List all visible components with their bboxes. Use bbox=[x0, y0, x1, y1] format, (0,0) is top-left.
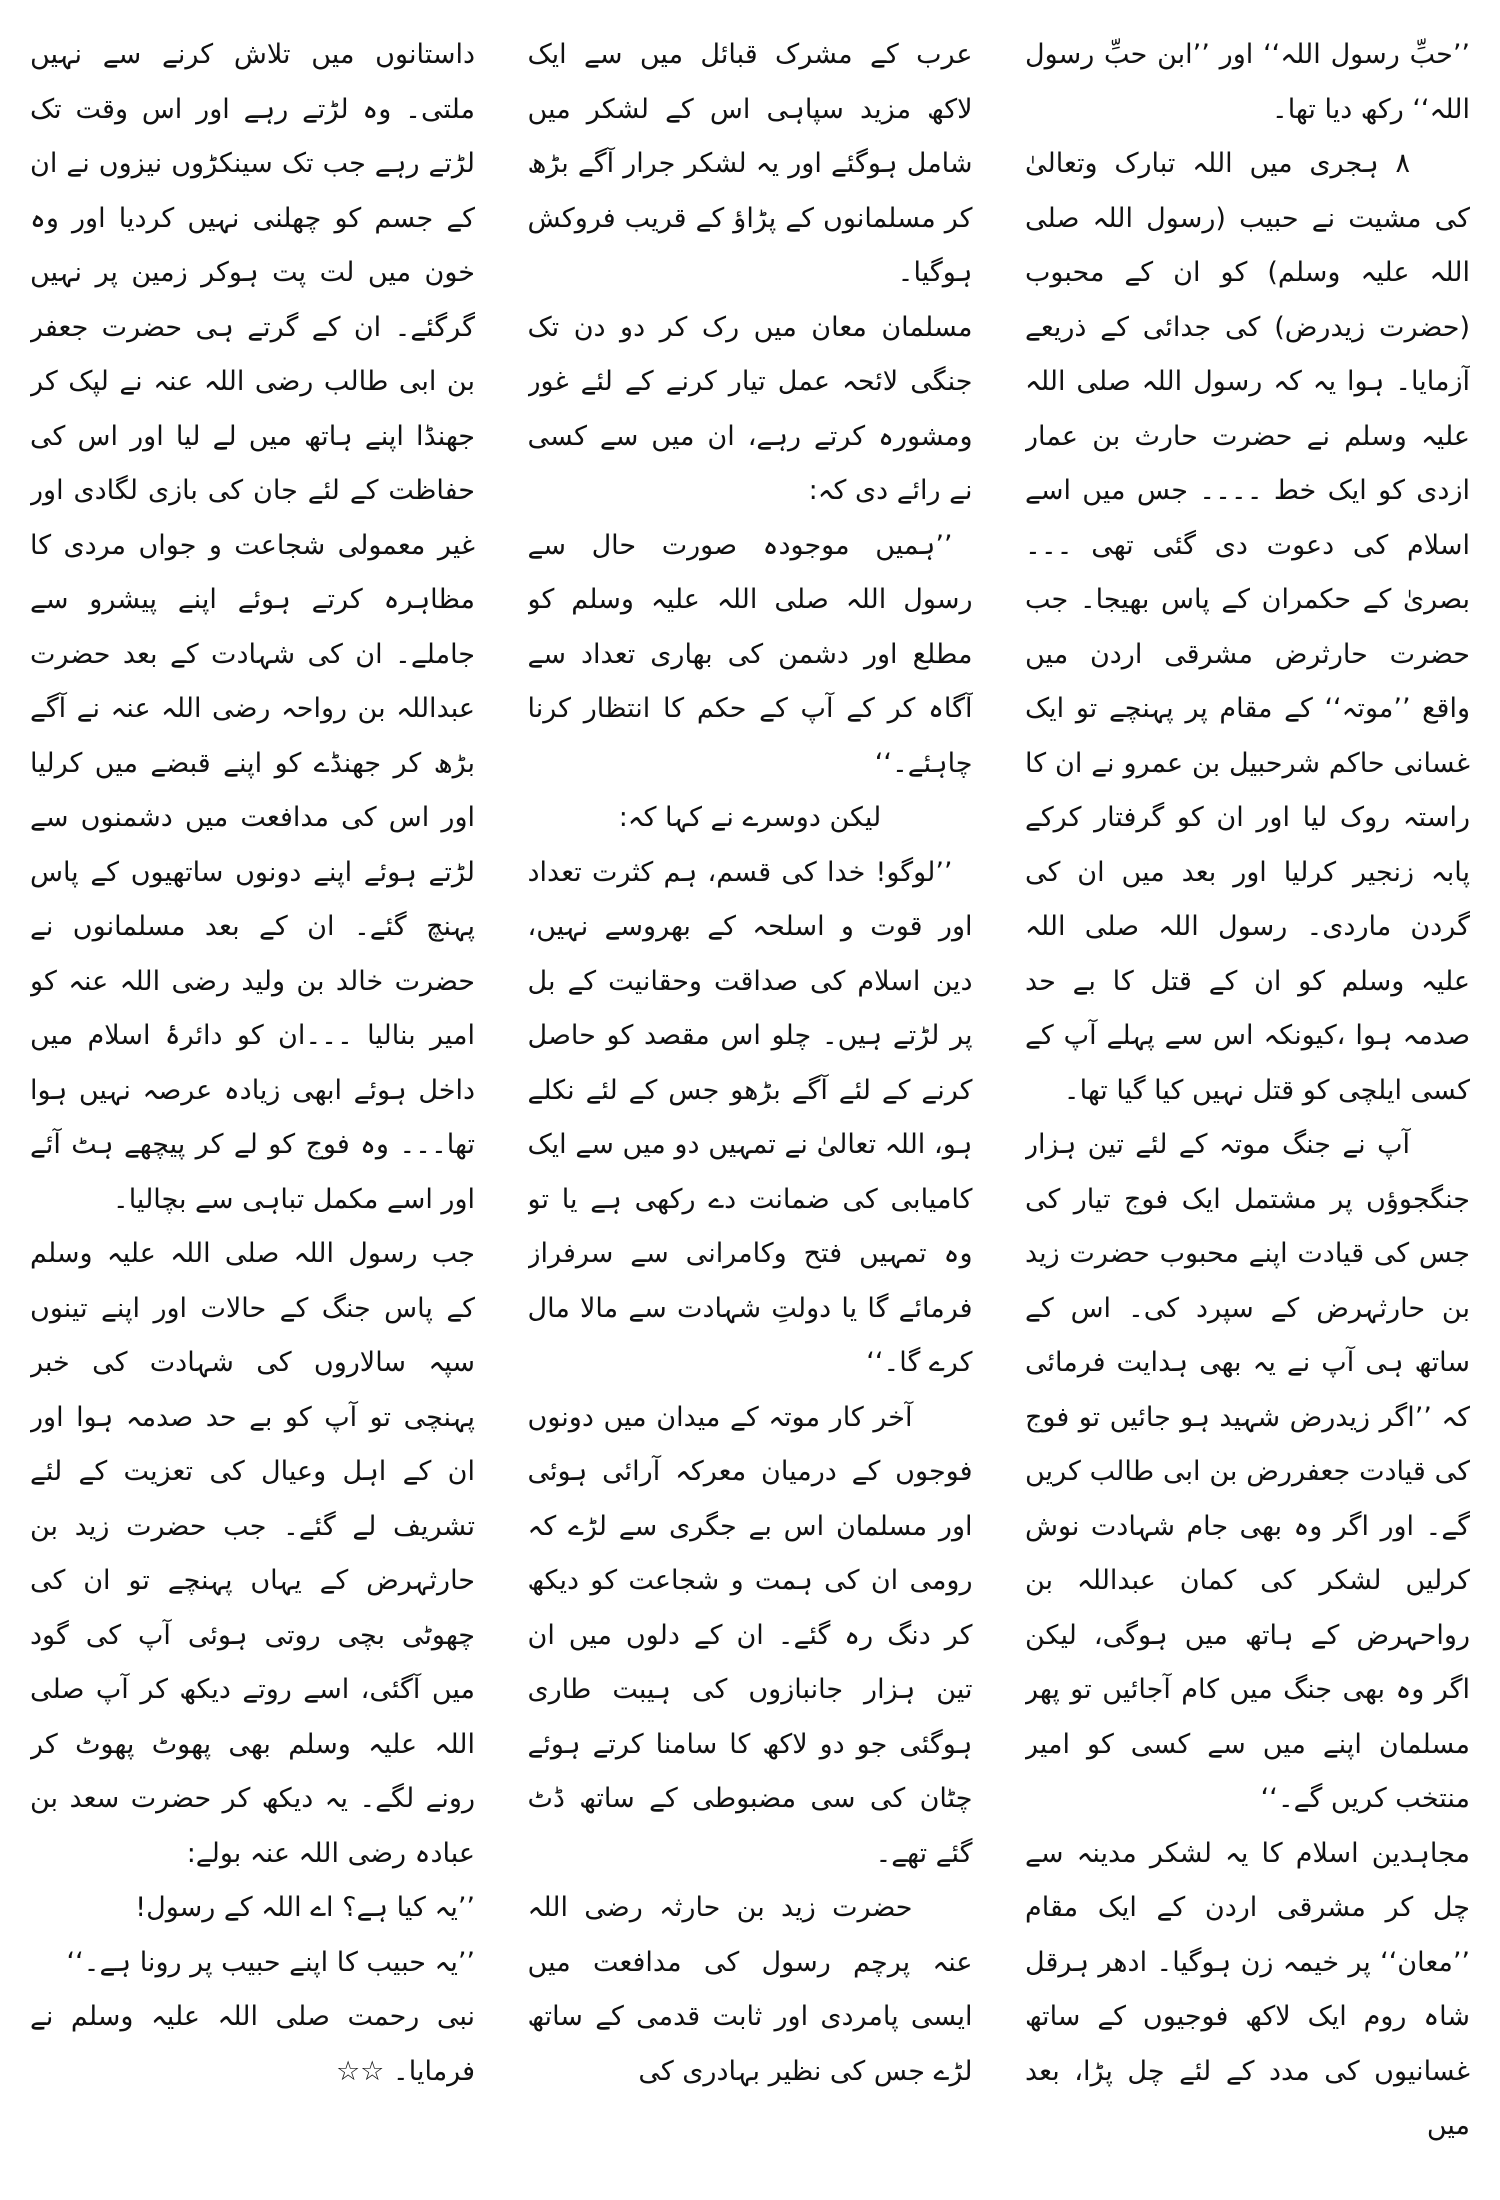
paragraph: آپ نے جنگ موتہ کے لئے تین ہزار جنگجوؤں پر مشتمل ایک فوج تیار کی جس کی قیادت اپنے محبوب حضرت زید بن حارثہرض کے سپرد کی۔ اس کے ساتھ ہی آپ نے یہ بھی ہدایت فرمائی کہ ’’اگر زیدرض شہید ہو جائیں تو فوج کی قیادت جعفررض بن ابی طالب کریں گے۔ اور اگر وہ بھی جام شہادت نوش کرلیں لشکر کی کمان عبداللہ بن رواحہرض کے ہاتھ میں ہوگی، لیکن اگر وہ بھی جنگ میں کام آجائیں تو پھر مسلمان اپنے میں سے کسی کو امیر منتخب کریں گے۔‘‘ bbox=[1025, 1129, 1470, 1814]
quote-paragraph: ’’لوگو! خدا کی قسم، ہم کثرت تعداد اور قوت و اسلحہ کے بھروسے نہیں، دین اسلام کی صداقت وحقانیت کے بل پر لڑتے ہیں۔ چلو اس مقصد کو حاصل کرنے کے لئے آگے بڑھو جس کے لئے نکلے ہو، اللہ تعالیٰ نے تمہیں دو میں سے ایک کامیابی کی ضمانت دے رکھی ہے یا تو وہ تمہیں فتح وکامرانی سے سرفراز فرمائے گا یا دولتِ شہادت سے مالا مال کرے گا۔‘‘ bbox=[527, 856, 973, 1378]
paragraph: نبی رحمت صلی اللہ علیہ وسلم نے فرمایا۔ ☆☆ bbox=[30, 2001, 475, 2087]
article-columns bbox=[30, 28, 1470, 2188]
quote-paragraph: ’’ہمیں موجودہ صورت حال سے رسول اللہ صلی اللہ علیہ وسلم کو مطلع اور دشمن کی بھاری تعداد سے آگاہ کر کے آپ کے حکم کا انتظار کرنا چاہئے۔‘‘ bbox=[527, 529, 973, 779]
paragraph: ’’حبِّ رسول اللہ‘‘ اور ’’ابن حبِّ رسول اللہ‘‘ رکھ دیا تھا۔ bbox=[1025, 39, 1470, 125]
column-middle bbox=[528, 28, 973, 2188]
paragraph: ۸ ہجری میں اللہ تبارک وتعالیٰ کی مشیت نے حبیب (رسول اللہ صلی اللہ علیہ وسلم) کو ان کے محبوب (حضرت زیدرض) کی جدائی کے ذریعے آزمایا۔ ہوا یہ کہ رسول اللہ صلی اللہ علیہ وسلم نے حضرت حارث بن عمار ازدی کو ایک خط ۔۔۔۔ جس میں اسے اسلام کی دعوت دی گئی تھی ۔۔۔ بصریٰ کے حکمران کے پاس بھیجا۔ جب حضرت حارثرض مشرقی اردن میں واقع ’’موتہ‘‘ کے مقام پر پہنچے تو ایک غسانی حاکم شرحبیل بن عمرو نے ان کا راستہ روک لیا اور ان کو گرفتار کرکے پابہ زنجیر کرلیا اور بعد میں ان کی گردن ماردی۔ رسول اللہ صلی اللہ علیہ وسلم کو ان کے قتل کا بے حد صدمہ ہوا ،کیونکہ اس سے پہلے آپ کے کسی ایلچی کو قتل نہیں کیا گیا تھا۔ bbox=[1025, 148, 1470, 1106]
quote-paragraph: ’’یہ کیا ہے؟ اے اللہ کے رسول! bbox=[135, 1892, 475, 1923]
paragraph: لیکن دوسرے نے کہا کہ: bbox=[618, 802, 882, 833]
paragraph: مجاہدین اسلام کا یہ لشکر مدینہ سے چل کر مشرقی اردن کے ایک مقام ’’معان‘‘ پر خیمہ زن ہوگیا۔ ادھر ہرقل شاہ روم ایک لاکھ فوجیوں کے ساتھ غسانیوں کی مدد کے لئے چل پڑا، بعد میں bbox=[1025, 1837, 1470, 2141]
column-left bbox=[30, 28, 475, 2188]
paragraph: حضرت زید بن حارثہ رضی اللہ عنہ پرچم رسول کی مدافعت میں ایسی پامردی اور ثابت قدمی کے ساتھ لڑے جس کی نظیر بہادری کی bbox=[527, 1892, 973, 2087]
paragraph: مسلمان معان میں رک کر دو دن تک جنگی لائحہ عمل تیار کرنے کے لئے غور ومشورہ کرتے رہے، ان میں سے کسی نے رائے دی کہ: bbox=[527, 311, 973, 506]
paragraph: آخر کار موتہ کے میدان میں دونوں فوجوں کے درمیان معرکہ آرائی ہوئی اور مسلمان اس بے جگری سے لڑے کہ رومی ان کی ہمت و شجاعت کو دیکھ کر دنگ رہ گئے۔ ان کے دلوں میں ان تین ہزار جانبازوں کی ہیبت طاری ہوگئی جو دو لاکھ کا سامنا کرتے ہوئے چٹان کی سی مضبوطی کے ساتھ ڈٹ گئے تھے۔ bbox=[527, 1401, 973, 1869]
column-right bbox=[1025, 28, 1470, 2188]
paragraph: داستانوں میں تلاش کرنے سے نہیں ملتی۔ وہ لڑتے رہے اور اس وقت تک لڑتے رہے جب تک سینکڑوں نیزوں نے ان کے جسم کو چھلنی نہیں کردیا اور وہ خون میں لت پت ہوکر زمین پر نہیں گرگئے۔ ان کے گرتے ہی حضرت جعفر بن ابی طالب رضی اللہ عنہ نے لپک کر جھنڈا اپنے ہاتھ میں لے لیا اور اس کی حفاظت کے لئے جان کی بازی لگادی اور غیر معمولی شجاعت و جواں مردی کا مظاہرہ کرتے ہوئے اپنے پیشرو سے جاملے۔ ان کی شہادت کے بعد حضرت عبداللہ بن رواحہ رضی اللہ عنہ نے آگے بڑھ کر جھنڈے کو اپنے قبضے میں کرلیا اور اس کی مدافعت میں دشمنوں سے لڑتے ہوئے اپنے دونوں ساتھیوں کے پاس پہنچ گئے۔ ان کے بعد مسلمانوں نے حضرت خالد بن ولید رضی اللہ عنہ کو امیر بنالیا ۔۔۔ان کو دائرۂ اسلام میں داخل ہوئے ابھی زیادہ عرصہ نہیں ہوا تھا۔۔۔ وہ فوج کو لے کر پیچھے ہٹ آئے اور اسے مکمل تباہی سے بچالیا۔ bbox=[30, 39, 475, 1215]
paragraph: جب رسول اللہ صلی اللہ علیہ وسلم کے پاس جنگ کے حالات اور اپنے تینوں سپہ سالاروں کی شہادت کی خبر پہنچی تو آپ کو بے حد صدمہ ہوا اور ان کے اہل وعیال کی تعزیت کے لئے تشریف لے گئے۔ جب حضرت زید بن حارثہرض کے یہاں پہنچے تو ان کی چھوٹی بچی روتی ہوئی آپ کی گود میں آگئی، اسے روتے دیکھ کر آپ صلی اللہ علیہ وسلم بھی پھوٹ پھوٹ کر رونے لگے۔ یہ دیکھ کر حضرت سعد بن عبادہ رضی اللہ عنہ بولے: bbox=[30, 1238, 475, 1869]
quote-paragraph: ’’یہ حبیب کا اپنے حبیب پر رونا ہے۔‘‘ bbox=[66, 1946, 475, 1978]
paragraph: عرب کے مشرک قبائل میں سے ایک لاکھ مزید سپاہی اس کے لشکر میں شامل ہوگئے اور یہ لشکر جرار آگے بڑھ کر مسلمانوں کے پڑاؤ کے قریب فروکش ہوگیا۔ bbox=[527, 39, 973, 288]
